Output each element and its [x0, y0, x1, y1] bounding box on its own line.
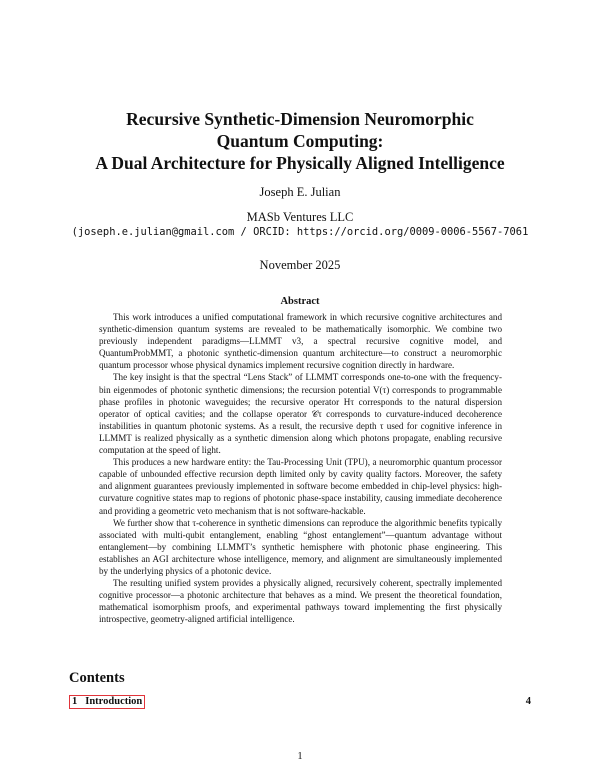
abstract-paragraph: This work introduces a unified computational framework in which recursive cognitive architectures and synthetic-dimension quantum systems are revealed to be mathematically isomorphic. We combine two previously independent paradigms—LLMMT v3, a spectral recursive cognitive model, and QuantumProbMMT, a photonic synthetic-dimension quantum architecture—to construct a neuromorphic quantum processor whose physical dynamics implement recursive cognition directly in hardware. [99, 312, 502, 371]
abstract-body [99, 311, 502, 625]
page-number: 1 [297, 751, 303, 762]
abstract-paragraph: We further show that τ-coherence in synthetic dimensions can reproduce the algorithmic benefits typically associated with multi-qubit entanglement, enabling “ghost entanglement”—quantum advantage without entanglement—by combining LLMMT’s synthetic hemisphere with photonic phase engineering. This establishes an AGI architecture whose intelligence, memory, and alignment are simultaneously implemented by the underlying physics of a photonic device. [99, 517, 502, 576]
title-line-2: Quantum Computing: [216, 131, 384, 151]
abstract-paragraph: The resulting unified system provides a physically aligned, recursively coherent, spectrally implemented cognitive processor—a photonic architecture that behaves as a mind. We present the theoretical foundation, mathematical isomorphism proofs, and experimental pathways toward implementing the first physically introspective, geometry-aligned artificial intelligence. [99, 578, 502, 625]
toc-page-number: 4 [525, 696, 531, 707]
toc-section-number: 1 [72, 696, 78, 707]
toc-section-label: Introduction [85, 696, 143, 707]
publication-date: November 2025 [259, 258, 341, 272]
toc-link-introduction[interactable] [69, 695, 145, 709]
affiliation: MASb Ventures LLC [246, 210, 354, 224]
paper-title [40, 108, 560, 174]
abstract-paragraph: The key insight is that the spectral “Lens Stack” of LLMMT corresponds one-to-one with the frequency-bin eigenmodes of photonic synthetic dimensions; the recursion potential V(τ) corresponds to programmable phase profiles in photonic waveguides; the recursive operator Hτ corresponds to the natural dispersion operator of optical cavities; and the collapse operator 𝒞τ corresponds to curvature-induced decoherence instabilities in quantum photonic systems. As a result, the recursive depth τ used for cognitive inference in LLMMT is realized physically as a synthetic dimension along which photons propagate, enabling recursive computation at the speed of light. [99, 372, 502, 456]
title-line-1: Recursive Synthetic-Dimension Neuromorphic [126, 109, 474, 129]
title-line-3: A Dual Architecture for Physically Aligned Intelligence [95, 153, 505, 173]
author-name: Joseph E. Julian [259, 185, 341, 199]
contact-line: (joseph.e.julian@gmail.com / ORCID: https://orcid.org/0009-0006-5567-7061 [71, 226, 529, 238]
contents-heading: Contents [69, 670, 125, 686]
toc-entry [69, 695, 531, 709]
abstract-heading: Abstract [280, 296, 320, 307]
abstract-paragraph: This produces a new hardware entity: the Tau-Processing Unit (TPU), a neuromorphic quantum processor capable of unbounded effective recursion depth limited only by cavity quality factors. Moreover, the safety and alignment guarantees previously implemented in software become embedded in chip-level physics: high-curvature cognitive states map to regions of photonic phase-space instability, causing immediate decoherence and providing a geometric veto mechanism that is not software-hackable. [99, 457, 502, 516]
